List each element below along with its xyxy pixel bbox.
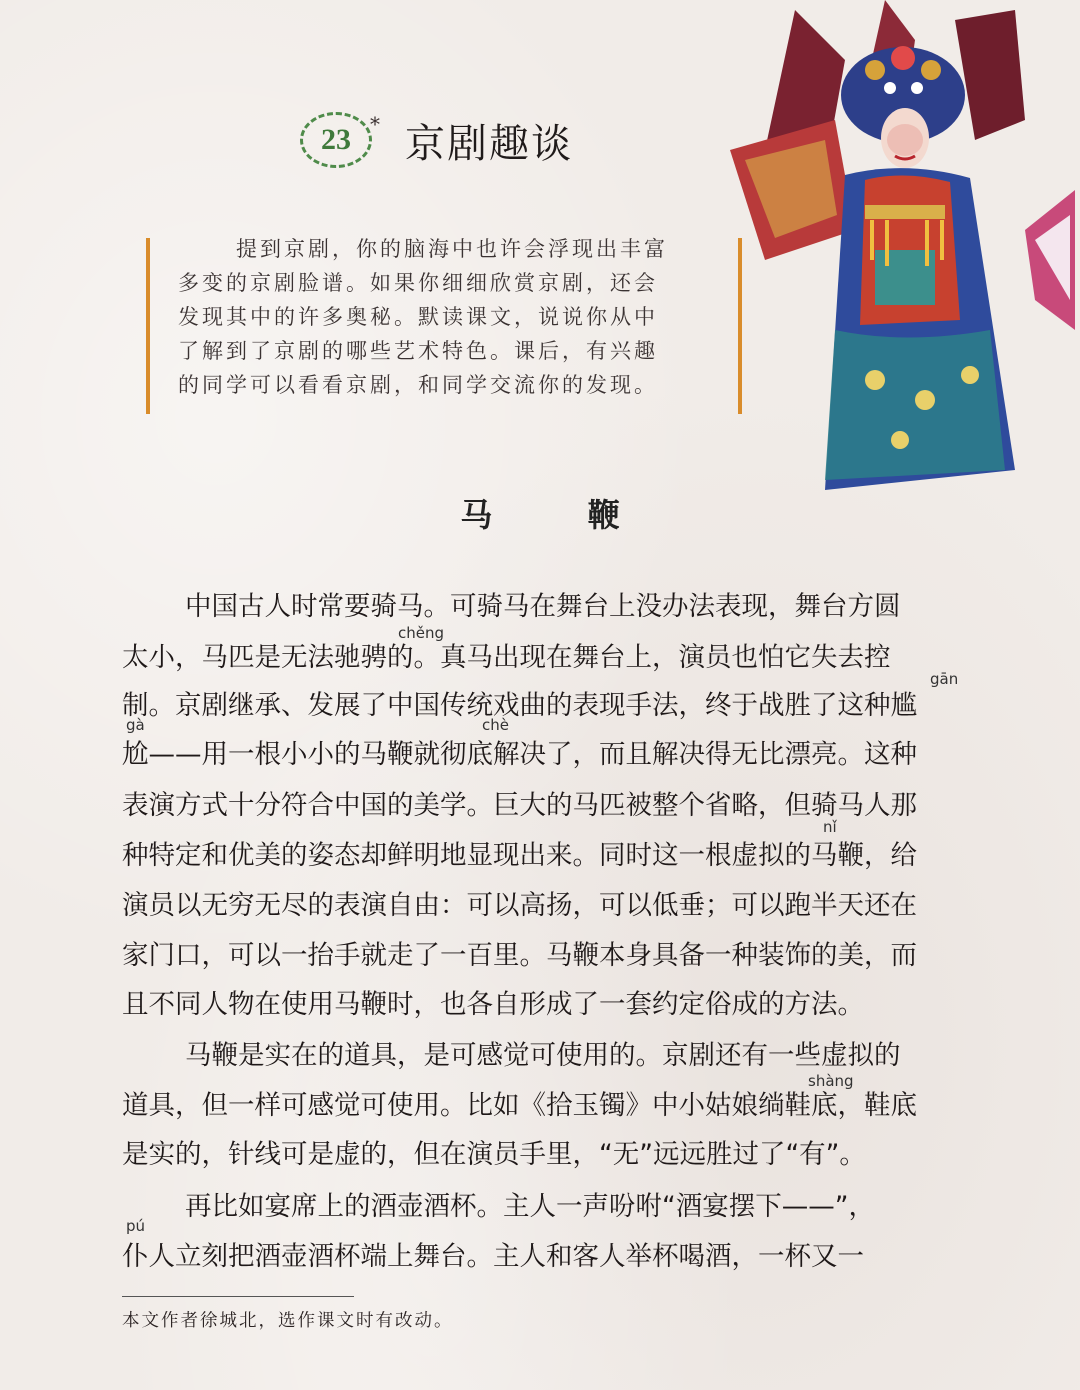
body-line: 制。京剧继承、发展了中国传统戏曲的表现手法，终于战胜了这种尴 — [122, 690, 917, 721]
lesson-number-badge — [300, 112, 372, 168]
self-study-marker: * — [370, 112, 380, 136]
body-line: 且不同人物在使用马鞭时，也各自形成了一套约定俗成的方法。 — [122, 989, 864, 1020]
body-line: 尬——用一根小小的马鞭就彻底解决了，而且解决得无比漂亮。这种 — [122, 739, 917, 770]
pinyin-annotation: chěng — [398, 624, 445, 642]
peking-opera-performer-image — [725, 0, 1080, 495]
body-line: 表演方式十分符合中国的美学。巨大的马匹被整个省略，但骑马人那 — [122, 790, 917, 821]
section-heading: 马 鞭 — [460, 496, 662, 534]
body-line: 马鞭是实在的道具，是可感觉可使用的。京剧还有一些虚拟的 — [185, 1040, 901, 1071]
body-line: 是实的，针线可是虚的，但在演员手里，“无”远远胜过了“有”。 — [122, 1139, 866, 1170]
prompt-line: 发现其中的许多奥秘。默读课文，说说你从中 — [178, 305, 658, 329]
body-line: 家门口，可以一抬手就走了一百里。马鞭本身具备一种装饰的美，而 — [122, 940, 917, 971]
pinyin-annotation: pú — [126, 1217, 146, 1235]
prompt-line: 的同学可以看看京剧，和同学交流你的发现。 — [178, 373, 658, 397]
page-title: 京剧趣谈 — [405, 121, 573, 167]
pinyin-annotation: gān — [930, 670, 959, 688]
body-line: 中国古人时常要骑马。可骑马在舞台上没办法表现，舞台方圆 — [185, 591, 901, 622]
body-line: 道具，但一样可感觉可使用。比如《拾玉镯》中小姑娘绱鞋底，鞋底 — [122, 1090, 917, 1121]
footnote-divider — [122, 1296, 354, 1297]
prompt-line: 提到京剧，你的脑海中也许会浮现出丰富 — [236, 237, 668, 261]
prompt-bar-left — [146, 238, 150, 414]
prompt-line: 了解到了京剧的哪些艺术特色。课后，有兴趣 — [178, 339, 658, 363]
lesson-number: 23 — [321, 123, 351, 156]
body-line: 再比如宴席上的酒壶酒杯。主人一声吩咐“酒宴摆下——”， — [185, 1191, 875, 1222]
body-line: 仆人立刻把酒壶酒杯端上舞台。主人和客人举杯喝酒，一杯又一 — [122, 1241, 864, 1272]
body-line: 演员以无穷无尽的表演自由：可以高扬，可以低垂；可以跑半天还在 — [122, 890, 917, 921]
body-line: 太小，马匹是无法驰骋的。真马出现在舞台上，演员也怕它失去控 — [122, 642, 891, 673]
prompt-line: 多变的京剧脸谱。如果你细细欣赏京剧，还会 — [178, 271, 658, 295]
pinyin-annotation: gà — [126, 716, 145, 734]
body-line: 种特定和优美的姿态却鲜明地显现出来。同时这一根虚拟的马鞭，给 — [122, 840, 917, 871]
reading-prompt — [178, 232, 723, 402]
pinyin-annotation: nǐ — [823, 818, 837, 836]
footnote: 本文作者徐城北，选作课文时有改动。 — [122, 1311, 454, 1331]
pinyin-annotation: shàng — [808, 1072, 854, 1090]
pinyin-annotation: chè — [482, 716, 509, 734]
